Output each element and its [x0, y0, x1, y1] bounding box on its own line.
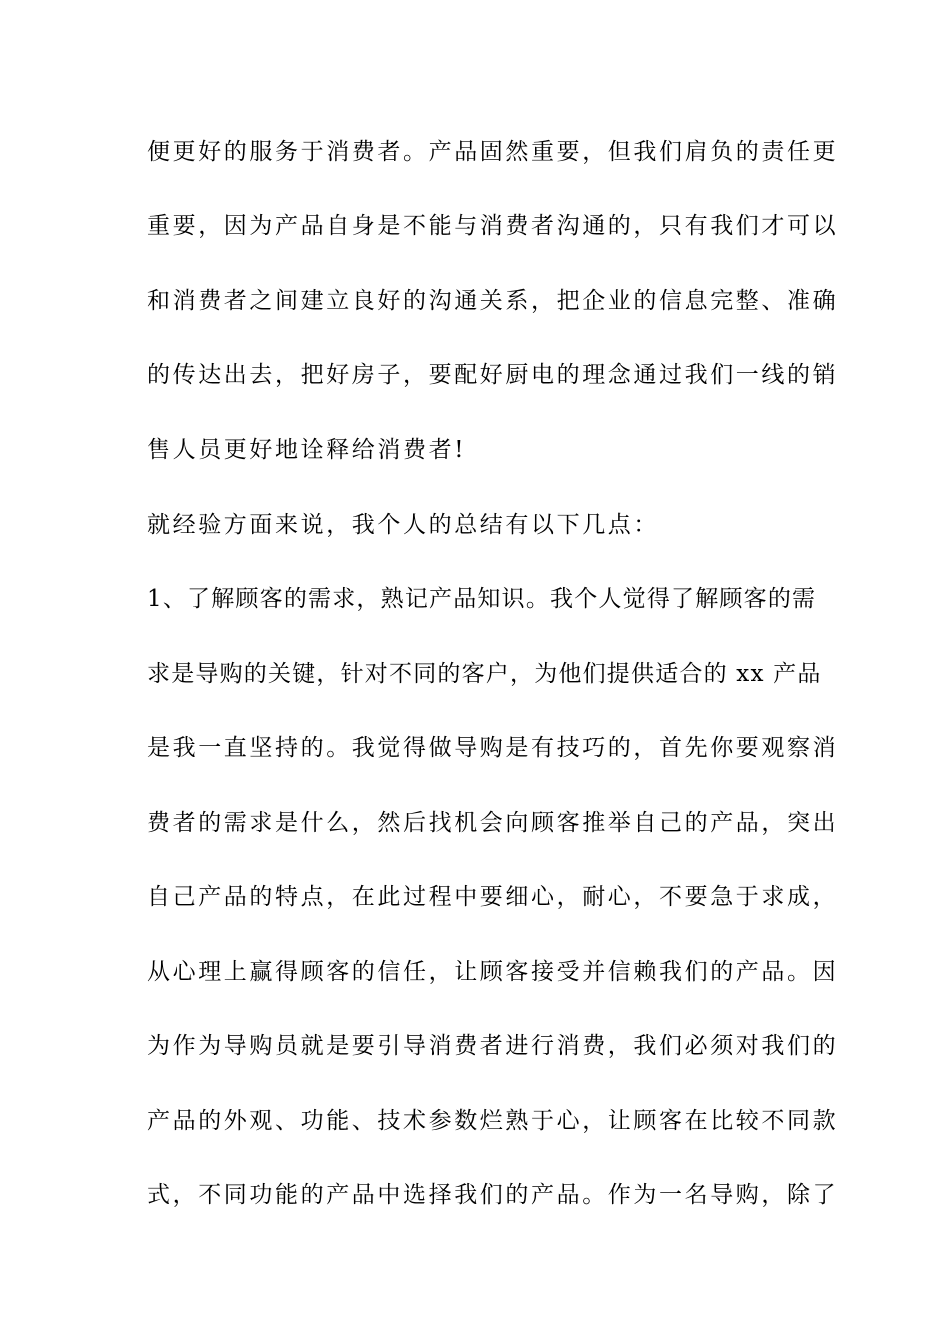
text-line: 式，不同功能的产品中选择我们的产品。作为一名导购，除了	[147, 1182, 839, 1208]
text-line: 重要，因为产品自身是不能与消费者沟通的，只有我们才可以	[147, 213, 839, 239]
text-line: 的传达出去，把好房子，要配好厨电的理念通过我们一线的销	[147, 362, 839, 388]
text-line: 是我一直坚持的。我觉得做导购是有技巧的，首先你要观察消	[147, 735, 839, 761]
text-line: 便更好的服务于消费者。产品固然重要，但我们肩负的责任更	[147, 139, 839, 165]
text-line: 从心理上赢得顾客的信任，让顾客接受并信赖我们的产品。因	[147, 959, 839, 985]
text-line: 1、了解顾客的需求，熟记产品知识。我个人觉得了解顾客的需	[147, 586, 817, 612]
text-line: 为作为导购员就是要引导消费者进行消费，我们必须对我们的	[147, 1033, 839, 1059]
text-line: 求是导购的关键，针对不同的客户，为他们提供适合的 xx 产品	[147, 661, 822, 687]
text-line: 售人员更好地诠释给消费者!	[147, 437, 467, 463]
text-line: 自己产品的特点，在此过程中要细心，耐心，不要急于求成，	[147, 884, 839, 910]
text-line: 产品的外观、功能、技术参数烂熟于心，让顾客在比较不同款	[147, 1108, 839, 1134]
text-line: 和消费者之间建立良好的沟通关系，把企业的信息完整、准确	[147, 288, 839, 314]
text-line: 费者的需求是什么，然后找机会向顾客推举自己的产品，突出	[147, 810, 839, 836]
text-line: 就经验方面来说，我个人的总结有以下几点：	[147, 512, 659, 538]
